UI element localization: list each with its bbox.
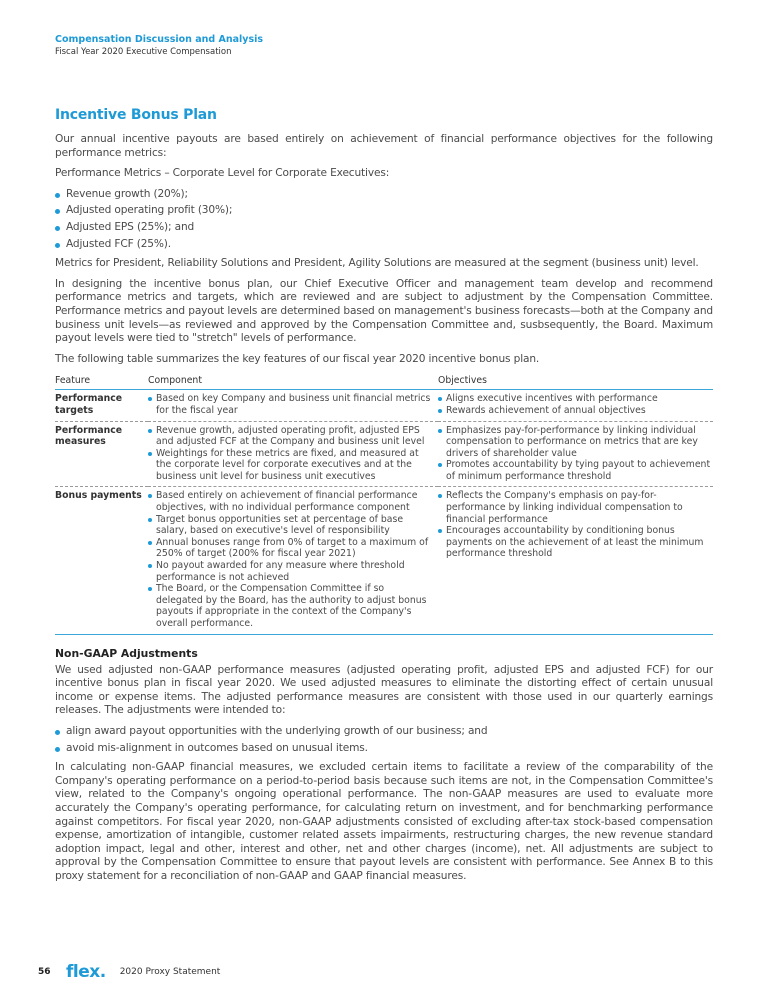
objectives-cell: [438, 421, 713, 487]
feature-cell: Performance measures: [55, 421, 148, 487]
component-bullet: The Board, or the Compensation Committee if so delegated by the Board, has the authority to adjust bonus payouts if appropriate in the context of the Company's overall performance.: [148, 583, 432, 629]
component-bullet: No payout awarded for any measure where threshold performance is not achieved: [148, 560, 432, 583]
section-title: Compensation Discussion and Analysis: [55, 34, 264, 45]
design-paragraph: In designing the incentive bonus plan, our Chief Executive Officer and management team develop and recommend performance metrics and targets, which are reviewed and are subject to adjustment by the Compensation Committee. Performance metrics and payout levels are determined based on management's business forecasts—both at the Company and business unit levels—as reviewed and approved by the Compensation Committee and, susbsequently, the Board. Maximum payout levels were tied to "stretch" levels of performance.: [55, 277, 713, 345]
header-objectives: Objectives: [438, 373, 713, 390]
component-bullet: Target bonus opportunities set at percentage of base salary, based on executive's level of responsibility: [148, 514, 432, 537]
header-component: Component: [148, 373, 438, 390]
page-content: [55, 107, 713, 891]
metric-item: Adjusted EPS (25%); and: [55, 221, 713, 235]
objective-bullet: Emphasizes pay-for-performance by linking individual compensation to performance on metrics that are key drivers of shareholder value: [438, 425, 713, 460]
page-footer: [38, 962, 220, 982]
metric-item: Revenue growth (20%);: [55, 188, 713, 202]
objectives-cell: [438, 487, 713, 634]
objective-bullet: Aligns executive incentives with performance: [438, 393, 713, 405]
adjustment-item: align award payout opportunities with the underlying growth of our business; and: [55, 725, 713, 739]
table-header-row: [55, 373, 713, 390]
non-gaap-paragraph-1: We used adjusted non-GAAP performance measures (adjusted operating profit, adjusted EPS and adjusted FCF) for our incentive bonus plan in fiscal year 2020. We used adjusted measures to eliminate the distorting effect of certain unusual income or expense items. The adjusted performance measures are consistent with those used in our quarterly earnings releases. The adjustments were intended to:: [55, 663, 713, 717]
component-cell: [148, 487, 438, 634]
header-feature: Feature: [55, 373, 148, 390]
objective-bullet: Encourages accountability by conditioning bonus payments on the achievement of at least the minimum performance threshold: [438, 525, 713, 560]
page-number: 56: [38, 967, 51, 977]
table-intro: The following table summarizes the key features of our fiscal year 2020 incentive bonus plan.: [55, 352, 540, 365]
table-row: [55, 421, 713, 487]
table-row: [55, 390, 713, 421]
subsection-title: Fiscal Year 2020 Executive Compensation: [55, 47, 232, 57]
incentive-bonus-plan-heading: Incentive Bonus Plan: [55, 107, 217, 123]
component-bullet: Annual bonuses range from 0% of target to a maximum of 250% of target (200% for fiscal year 2021): [148, 537, 432, 560]
component-bullet: Based on key Company and business unit financial metrics for the fiscal year: [148, 393, 432, 416]
objective-bullet: Promotes accountability by tying payout to achievement of minimum performance threshold: [438, 459, 713, 482]
feature-cell: Performance targets: [55, 390, 148, 421]
objective-bullet: Reflects the Company's emphasis on pay-for-performance by linking individual compensation to financial performance: [438, 490, 713, 525]
metrics-heading: Performance Metrics – Corporate Level for Corporate Executives:: [55, 167, 390, 180]
features-table: [55, 373, 713, 634]
metric-item: Adjusted operating profit (30%);: [55, 204, 713, 218]
component-cell: [148, 390, 438, 421]
running-header: [55, 34, 263, 58]
intro-paragraph: Our annual incentive payouts are based entirely on achievement of financial performance objectives for the following performance metrics:: [55, 133, 713, 159]
feature-cell: Bonus payments: [55, 487, 148, 634]
table-row: [55, 487, 713, 634]
non-gaap-paragraph-2: In calculating non-GAAP financial measures, we excluded certain items to facilitate a review of the comparability of the Company's operating performance on a period-to-period basis because such items are not, in the Compensation Committee's view, related to the Company's ongoing operational performance. The non-GAAP measures are used to evaluate more accurately the Company's operating performance, for calculating return on investment, and for benchmarking performance against competitors. For fiscal year 2020, non-GAAP adjustments consisted of excluding after-tax stock-based compensation expense, amortization of intangible, customer related assets impairments, restructuring charges, the new revenue standard adoption impact, legal and other, interest and other, net and other charges (income), net. All adjustments are subject to approval by the Compensation Committee to ensure that payout levels are consistent with performance. See Annex B to this proxy statement for a reconciliation of non-GAAP and GAAP financial measures.: [55, 761, 713, 882]
document-title: 2020 Proxy Statement: [119, 967, 221, 977]
objective-bullet: Rewards achievement of annual objectives: [438, 405, 713, 417]
component-bullet: Based entirely on achievement of financial performance objectives, with no individual performance component: [148, 490, 432, 513]
flex-logo: flex.: [66, 962, 106, 982]
component-bullet: Revenue growth, adjusted operating profit, adjusted EPS and adjusted FCF at the Company and business unit level: [148, 425, 432, 448]
metrics-list: [55, 188, 713, 251]
component-bullet: Weightings for these metrics are fixed, and measured at the corporate level for corporate executives and at the business unit level for business unit executives: [148, 448, 432, 483]
non-gaap-heading: Non-GAAP Adjustments: [55, 646, 198, 660]
adjustments-list: [55, 725, 713, 755]
segment-note: Metrics for President, Reliability Solutions and President, Agility Solutions are measured at the segment (business unit) level.: [55, 257, 699, 270]
metric-item: Adjusted FCF (25%).: [55, 238, 713, 252]
adjustment-item: avoid mis-alignment in outcomes based on unusual items.: [55, 742, 713, 756]
component-cell: [148, 421, 438, 487]
objectives-cell: [438, 390, 713, 421]
